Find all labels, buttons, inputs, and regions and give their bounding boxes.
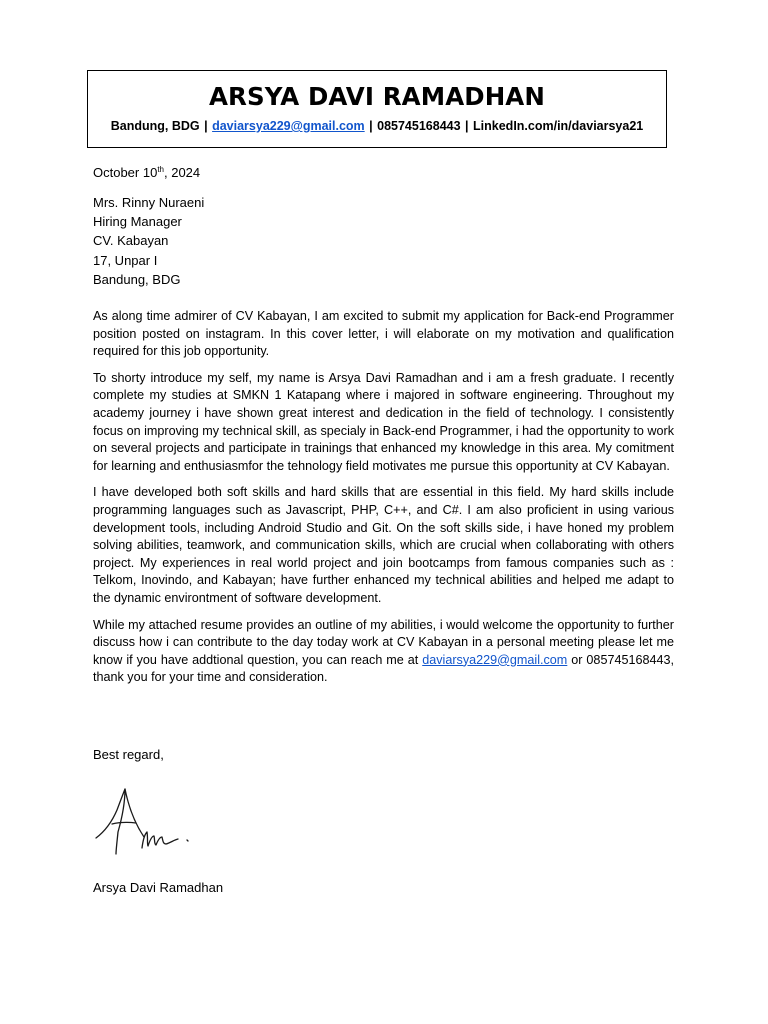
letter-body	[93, 308, 674, 696]
paragraph-skills: I have developed both soft skills and hard skills that are essential in this field. My hard skills include programming languages such as Javascript, PHP, C++, and C#. I am also proficient in using various development tools, including Android Studio and Git. On the soft skills side, i have honed my problem solving abilities, teamwork, and communication skills, which are crucial when collaborating with others project. My experiences in real world project and join bootcamps from famous companies such as : Telkom, Inovindo, and Kabayan; have further enhanced my technical abilities and helped me adapt to the dynamic environtment of software development.	[93, 485, 674, 605]
letterhead	[87, 70, 667, 148]
paragraph-background: To shorty introduce my self, my name is Arsya Davi Ramadhan and i am a fresh graduate. I recently complete my studies at SMKN 1 Katapang where i majored in software engineering. Throughout my academy journey i have shown great interest and dedication in the field of technology. I consistently focus on improving my technical skill, as specialy in Back-end Programmer, i had the opportunity to work on several projects and participate in trainings that enhanced my knowledge in this area. My comitment for learning and enthusiasmfor the tehnology field motivates me pursue this opportunity at CV Kabayan.	[93, 370, 674, 473]
closing-text-start: While my attached resume provides an outline of my abilities, i would welcome the opportunity to further discuss how i can contribute to the day today work at CV Kabayan in a personal meeting please let me know if you have addtional question, you can reach me at	[93, 617, 674, 667]
complimentary-close: Best regard,	[93, 747, 164, 762]
linkedin-url: LinkedIn.com/in/daviarsya21	[473, 119, 644, 133]
recipient-title: Hiring Manager	[93, 214, 182, 230]
separator: |	[204, 119, 208, 133]
letter-date	[93, 165, 200, 181]
body-email-link[interactable]: daviarsya229@gmail.com	[422, 652, 568, 667]
signer-name: Arsya Davi Ramadhan	[93, 880, 224, 895]
recipient-street: 17, Unpar I	[93, 252, 158, 268]
date-suffix: th	[157, 165, 164, 174]
separator: |	[369, 119, 373, 133]
email-link[interactable]: daviarsya229@gmail.com	[212, 119, 365, 133]
recipient-city: Bandung, BDG	[93, 271, 181, 287]
separator: |	[465, 119, 469, 133]
applicant-name: ARSYA DAVI RAMADHAN	[209, 82, 545, 111]
contact-line	[88, 118, 666, 134]
date-month-day: October 10	[93, 165, 158, 180]
closing-text-end: or 085745168443, thank you for your time and consideration.	[93, 652, 674, 685]
paragraph-intro: As along time admirer of CV Kabayan, I am excited to submit my application for Back-end Programmer position posted on instagram. In this cover letter, i will elaborate on my motivation and qualification required for this job opportunity.	[93, 309, 674, 359]
phone-number: 085745168443	[377, 119, 461, 133]
recipient-block	[93, 193, 204, 289]
signature-icon	[92, 782, 196, 858]
recipient-company: CV. Kabayan	[93, 233, 169, 249]
date-year: , 2024	[164, 165, 201, 180]
recipient-name: Mrs. Rinny Nuraeni	[93, 195, 205, 210]
paragraph-closing	[93, 617, 674, 687]
location: Bandung, BDG	[110, 119, 200, 133]
